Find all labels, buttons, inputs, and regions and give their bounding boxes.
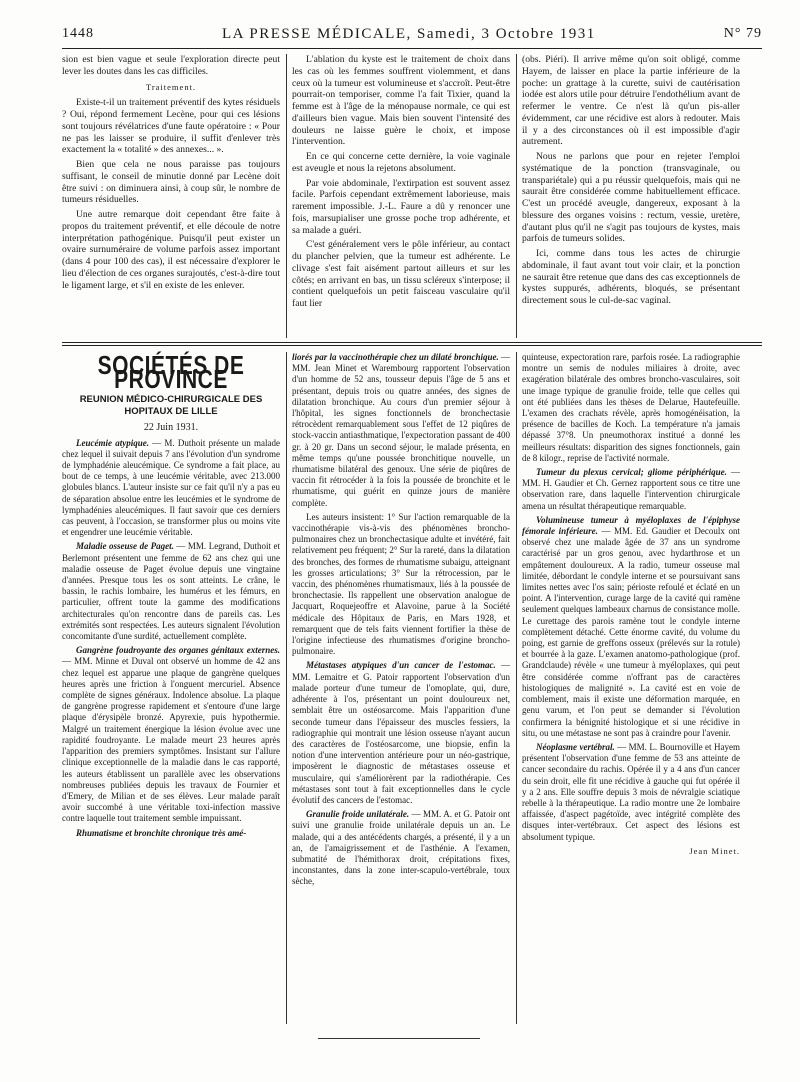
paragraph: (obs. Piéri). Il arrive même qu'on soit obligé, comme Hayem, de laisser en place la partie inférieure de la poche: un grattage à la curette, suivi de cautérisation iodée est alors utile pour détruire l'endothélium avant de refermer le ventre. Ce n'est là qu'un pis-aller évidemment, car une récidive est alors à redouter. Mais il y a des circonstances où il est impossible d'agir autrement. bbox=[522, 54, 740, 148]
report-entry: Gangrène foudroyante des organes génitaux externes. — MM. Minne et Duval ont observé un homme de 42 ans chez lequel est apparue une plaque de gangrène quelques heures après une friction à l'onguent mercuriel. Absence complète de signes généraux. Indolence absolue. La plaque de gangrène progresse rapidement et s'entoure d'une large plaque d'érysipèle bronzé. Apyrexie, puis hypothermie. Malgré un traitement énergique la lésion évolue avec une rapidité foudroyante. Le malade meurt 23 heures après l'apparition des premiers symptômes. Insistant sur l'allure clinique exceptionnelle de la maladie dans le cas rapporté, les auteurs établissent un parallèle avec les observations nombreuses publiées depuis les travaux de Fournier et d'Emery, de Milian et de ses élèves. Leur malade paraît avoir succombé à une véritable toxi-infection massive contre laquelle tout traitement semble impuissant. bbox=[62, 645, 280, 824]
column-divider bbox=[286, 352, 287, 1024]
issue-number: N° 79 bbox=[723, 26, 762, 41]
meeting-date: 22 Juin 1931. bbox=[143, 422, 199, 434]
paragraph: L'ablation du kyste est le traitement de choix dans les cas où les femmes souffrent violemment, et dans ceux où la tumeur est volumineuse et s'accroît. Peut-être pourrait-on temporiser, comme l'a fait Tixier, quand la femme est à l'âge de la ménopause normale, ce qui est d'ailleurs bien vague. Mais bien souvent l'intensité des douleurs ne laisse guère le choix, et impose l'intervention. bbox=[292, 54, 510, 148]
column-divider bbox=[516, 54, 517, 338]
section-title: SOCIÉTÉS DE PROVINCE bbox=[97, 351, 245, 395]
meeting-title: REUNION MÉDICO-CHIRURGICALE DES HOPITAUX DE LILLE bbox=[79, 394, 263, 418]
end-rule bbox=[318, 1038, 480, 1039]
paragraph: Par voie abdominale, l'extirpation est souvent assez facile. Parfois cependant extrêmement laborieuse, mais rarement impossible. J.-L. Faure a dû y renoncer une fois, marsupialiser une grosse poche trop adhérente, et sa malade a guéri. bbox=[292, 177, 510, 236]
report-entry: Leucémie atypique. — M. Duthoit présente un malade chez lequel il suivait depuis 7 ans l'évolution d'un syndrome de lymphadénie aleucémique. Ce syndrome a fait place, au bout de ce temps, à une leucémie véritable, avec 213.000 globules blancs. L'auteur insiste sur ce fait qu'il n'y a pas eu de séparation absolue entre les leucémies et le syndrome de lymphadénies aleucémiques. Il faut savoir que ces derniers cas peuvent, à l'occasion, se transformer plus ou moins vite et engendrer une leucémie véritable. bbox=[62, 437, 280, 538]
bottom-column-3 bbox=[522, 352, 740, 857]
report-entry: Néoplasme vertébral. — MM. L. Bournoville et Hayem présentent l'observation d'une femme de 53 ans atteinte de cancer secondaire du rachis. Opérée il y a 4 ans d'un cancer du sein droit, elle fit une récidive à gauche qui fut opérée il y a 2 ans. Elle souffre depuis 3 mois de névralgie sciatique rebelle à la thérapeutique. La radio montre une 2e lombaire affaissée, d'aspect pagétoïde, avec intégrité complète des disques inter-vertébraux. Cet aspect des lésions est absolument typique. bbox=[522, 741, 740, 842]
column-divider bbox=[516, 352, 517, 1024]
header-rule bbox=[62, 48, 762, 49]
paragraph: C'est généralement vers le pôle inférieur, au contact du plancher pelvien, que la tumeur est adhérente. Le clivage s'est fait aisément partout ailleurs et sur les côtés; en arrivant en bas, un tissu scléreux s'interpose; il contient quelquefois un petit faisceau vasculaire qu'il faut lier bbox=[292, 239, 510, 309]
page-header bbox=[62, 22, 762, 46]
report-entry: Volumineuse tumeur à myéloplaxes de l'épiphyse fémorale inférieure. — MM. Ed. Gaudier et Decoulx ont observé chez une malade âgée de 37 ans un syndrome caractérisé par un gros genou, avec hydarthrose et un empâtement douloureux. A la radio, tumeur osseuse mal limitée, débordant le condyle interne et se poursuivant sans limites nettes avec l'os sain; périoste refoulé et éclaté en un point. A l'intervention, curage large de la cavité qui ramène seulement quelques lambeaux charnus de consistance molle. Le curettage des parois ramène tout le condyle interne complètement détaché. Cette énorme cavité, du volume du poing, est garnie de greffons osseux (prélevés sur la rotule) et bourrée à la gaze. L'examen anatomo-pathologique (prof. Grandclaude) révèle « une tumeur à myéloplaxes, qui peut être considérée comme n'offrant pas de caractères histologiques de malignité ». La cavité est en voie de comblement, mais il existe une déformation marquée, en genu varum, et l'on peut se demander si l'évolution confirmera la bénignité histologique et si une récidive in situ, ou une métastase ne sont pas à craindre pour l'avenir. bbox=[522, 514, 740, 738]
column-divider bbox=[286, 54, 287, 338]
bottom-column-2 bbox=[292, 352, 510, 891]
report-entry: Métastases atypiques d'un cancer de l'estomac. — MM. Lemaitre et G. Patoir rapportent l'observation d'un malade porteur d'une tumeur de l'omoplate, qui, dure, adhérente à l'os, présentant un point douloureux net, semblait être un ostéosarcome. Mais l'apparition d'une seconde tumeur dans l'épaisseur des muscles fessiers, la radiographie qui montrait une lésion osseuse n'ayant aucun des caractères de l'ostéosarcome, une biopsie, enfin la notion d'une intervention antérieure pour un néo-gastrique, imposèrent le diagnostic de métastases osseuse et musculaire, qui s'améliorèrent par la radiothérapie. Ces métastases sont tout à fait exceptionnelles dans le cycle évolutif des cancers de l'estomac. bbox=[292, 660, 510, 805]
report-entry: quinteuse, expectoration rare, parfois rosée. La radiographie montre un semis de nodules miliaires à droite, avec exagération bilatérale des ombres broncho-vasculaires, soit une image typique de granulie froide, telle que celles qui ont été publiées dans les thèses de Delarue, Hautefeuille. L'examen des crachats révèle, après homogénéisation, la présence de bacilles de Koch. La température n'a jamais dépassé 37°8. Un pneumothorax institué a donné les meilleurs résultats: disparition des signes fonctionnels, gain de 8 kilogr., reprise de l'activité normale. bbox=[522, 352, 740, 463]
section-separator-rule bbox=[62, 345, 762, 346]
report-entry: Rhumatisme et bronchite chronique très amé- bbox=[76, 827, 247, 838]
author-signature: Jean Minet. bbox=[689, 845, 740, 856]
report-entry: liorés par la vaccinothérapie chez un dilaté bronchique. — MM. Jean Minet et Warembourg rapportent l'observation d'un homme de 52 ans, tousseur depuis l'âge de 5 ans et présentant, depuis trois ou quatre années, des signes de dilatation bronchique. Au cours d'un premier séjour à l'hôpital, les signes fonctionnels de bronchectasie rétrocèdent remarquablement sous l'effet de 12 piqûres de stock-vaccin antiasthmatique, l'expectoration passant de 400 gr. à 20 gr. Dans un second séjour, le malade présenta, en même temps qu'une poussée bronchitique nouvelle, un rhumatisme bilatéral des genoux. Une série de piqûres de vaccin fit rétrocéder à la fois la poussée de bronchite et le rhumatisme, qui guérit en quinze jours de manière complète. bbox=[292, 352, 510, 508]
top-column-2 bbox=[292, 54, 510, 313]
paragraph: Bien que cela ne nous paraisse pas toujours suffisant, le conseil de minutie donné par Lecène doit être suivi : on diminuera ainsi, à coup sûr, le nombre de tumeurs résiduelles. bbox=[62, 159, 280, 206]
paragraph: Une autre remarque doit cependant être faite à propos du traitement préventif, et elle découle de notre interprétation pathogénique. Puisqu'il peut exister un ovaire surnuméraire de volume parfois assez important (dans 4 pour 100 des cas), il est nécessaire d'explorer le lieu d'élection de ces organes surajoutés, c'est-à-dire tout le ligament large, et s'il en existe de les enlever. bbox=[62, 209, 280, 291]
top-column-3 bbox=[522, 54, 740, 310]
bottom-column-1 bbox=[62, 352, 280, 842]
report-entry: Maladie osseuse de Paget. — MM. Legrand, Duthoit et Berlemont présentent une femme de 62 ans chez qui une maladie osseuse de Paget évolue depuis une vingtaine d'années. Presque tous les os sont atteints. Le crâne, le bassin, le rachis lombaire, les humérus et les fémurs, en particulier, offrent toute la gamme des modifications architecturales qu'on rencontre dans de pareils cas. Les extrémités sont respectées. Les auteurs signalent l'évolution concomitante d'une surdité, actuellement complète. bbox=[62, 541, 280, 642]
paragraph: Nous ne parlons que pour en rejeter l'emploi systématique de la ponction (transvaginale, ou transpariétale) qui a pu réussir quelquefois, mais qui ne saurait être considérée comme habituellement efficace. C'est un procédé aveugle, dangereux, exposant à la blessure des organes voisins : rectum, vessie, uretère, d'autant plus qu'il ne s'agit pas toujours de kystes, mais parfois de tumeurs solides. bbox=[522, 151, 740, 245]
paragraph: sion est bien vague et seule l'exploration directe peut lever les doutes dans les cas difficiles. bbox=[62, 54, 280, 77]
journal-title: LA PRESSE MÉDICALE, Samedi, 3 Octobre 1931 bbox=[221, 25, 596, 42]
section-separator-rule bbox=[62, 342, 762, 343]
paragraph: En ce qui concerne cette dernière, la voie vaginale est aveugle et nous la rejetons absolument. bbox=[292, 151, 510, 174]
page-number: 1448 bbox=[62, 26, 94, 41]
report-entry: Les auteurs insistent: 1° Sur l'action remarquable de la vaccinothérapie vis-à-vis des phénomènes broncho-pulmonaires chez un bronchectasique adulte et invétéré, fait relativement peu fréquent; 2° Sur la rareté, dans la dilatation des bronches, des formes de rhumatisme subaigu, atteignant les grosses articulations; 3° Sur la rétrocession, par le vaccin, des phénomènes rhumatismaux, liés à la poussée de bronchectasie. Ils rappellent une observation analogue de Jacquart, Roquejeoffre et Alavoine, parue à la Société médicale des Hôpitaux de Paris, en Mars 1928, et remarquent que de tels faits viennent fortifier la thèse de l'origine infectieuse des rhumatismes d'origine broncho-pulmonaire. bbox=[292, 511, 510, 657]
paragraph: Existe-t-il un traitement préventif des kytes résiduels ? Oui, répond fermement Lecène, pour qui ces lésions sont toujours révélatrices d'une faute opératoire : « Pour ne pas les laisser se produire, il suffit d'enlever très exactement la « totalité » des annexes... ». bbox=[62, 97, 280, 156]
section-heading-traitement: Traitement. bbox=[145, 81, 197, 92]
report-entry: Granulie froide unilatérale. — MM. A. et G. Patoir ont suivi une granulie froide unilatérale depuis un an. Le malade, qui a des antécédents chargés, a présenté, il y a un an, de l'amaigrissement et de l'asthénie. A l'examen, submatité de l'hémithorax droit, crépitations fixes, inconstantes, dans la zone inter-scapulo-vertébrale, toux sèche, bbox=[292, 809, 510, 887]
report-entry: Tumeur du plexus cervical; gliome périphérique. — MM. H. Gaudier et Ch. Gernez rapportent sous ce titre une observation rare, dans laquelle l'intervention chirurgicale amena un résultat thérapeutique remarquable. bbox=[522, 467, 741, 511]
top-column-1 bbox=[62, 54, 280, 294]
paragraph: Ici, comme dans tous les actes de chirurgie abdominale, il faut avant tout voir clair, et la ponction ne saurait être retenue que dans des cas exceptionnels de kystes suppurés, adhérents, bloqués, se présentant directement sous le cul-de-sac vaginal. bbox=[522, 248, 740, 306]
